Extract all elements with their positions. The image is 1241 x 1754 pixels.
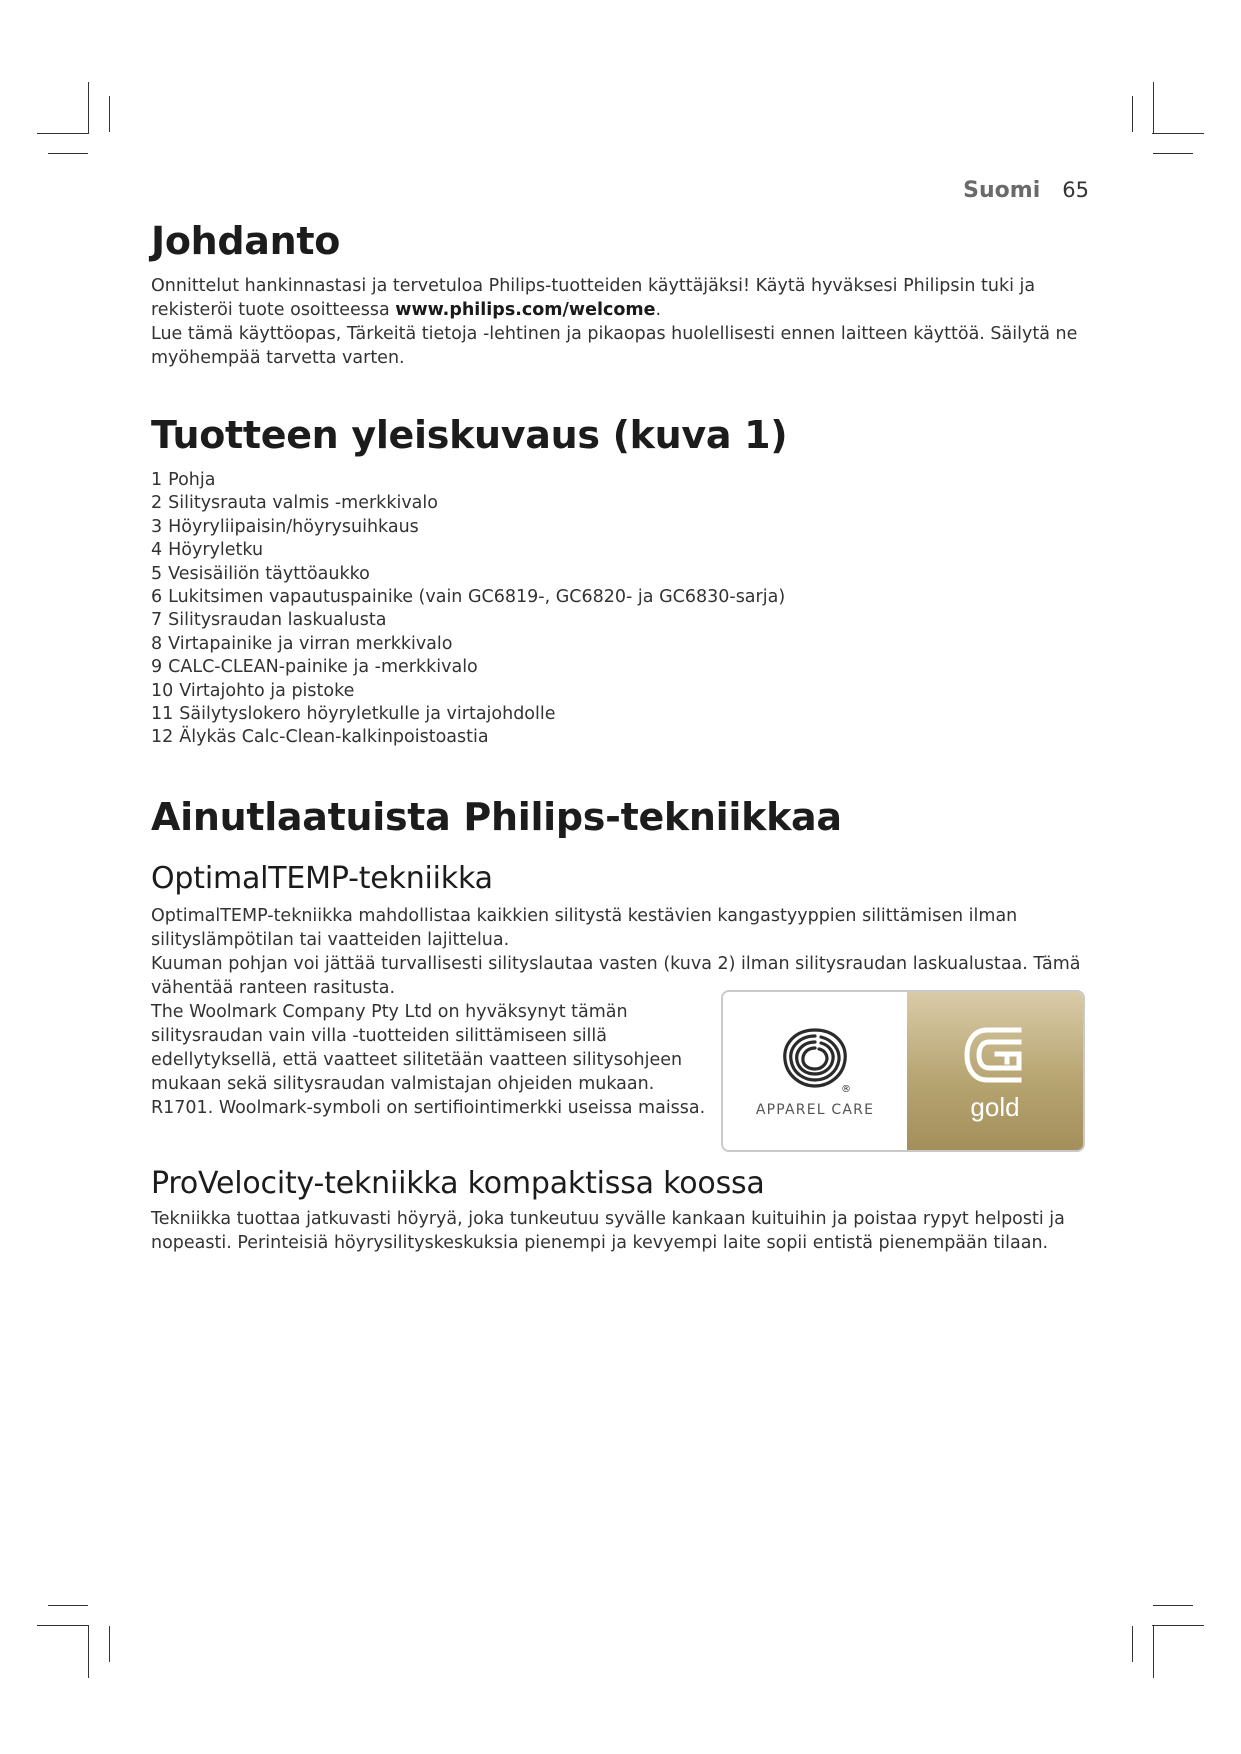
gold-g-icon xyxy=(957,1020,1033,1090)
list-item xyxy=(151,726,1089,749)
item-number: 12 xyxy=(151,727,174,748)
overview-heading: Tuotteen yleiskuvaus (kuva 1) xyxy=(151,412,788,457)
intro-heading: Johdanto xyxy=(151,219,341,263)
item-text: Älykäs Calc-Clean-kalkinpoistoastia xyxy=(179,727,489,748)
optimaltemp-subsection xyxy=(151,859,1089,1152)
item-text: Höyryletku xyxy=(168,540,264,561)
gold-label: gold xyxy=(970,1091,1020,1122)
item-text: Lukitsimen vapautuspainike (vain GC6819-, GC6820- ja GC6830-sarja) xyxy=(168,587,786,608)
intro-section xyxy=(151,218,1089,370)
item-number: 1 xyxy=(151,470,163,490)
optimaltemp-heading: OptimalTEMP-tekniikka xyxy=(151,861,493,897)
list-item xyxy=(151,492,1089,515)
technology-heading: Ainutlaatuista Philips-tekniikkaa xyxy=(151,794,842,839)
provelocity-subsection xyxy=(151,1164,1089,1255)
list-item xyxy=(151,609,1089,632)
page-content xyxy=(151,218,1089,1255)
intro-text-before: Onnittelut hankinnastasi ja tervetuloa Philips-tuotteiden käyttäjäksi! Käytä hyväksesi Philipsin tuki ja rekisteröi tuote osoitteessa xyxy=(151,275,1036,320)
provelocity-paragraph: Tekniikka tuottaa jatkuvasti höyryä, joka tunkeutuu syvälle kankaan kuituihin ja poistaa rypyt helposti ja nopeasti. Perinteisiä höyrysilityskeskuksia pienempi ja kevyempi laite sopii entistä pienempään tilaan. xyxy=(151,1209,1065,1254)
item-text: Vesisäiliön täyttöaukko xyxy=(168,563,370,584)
item-number: 8 xyxy=(151,633,163,654)
technology-section xyxy=(151,794,1089,1256)
gold-panel xyxy=(907,992,1083,1150)
woolmark-icon xyxy=(775,1024,855,1096)
list-item xyxy=(151,563,1089,586)
list-item xyxy=(151,680,1089,703)
list-item xyxy=(151,469,1089,492)
optimaltemp-paragraph-2: Kuuman pohjan voi jättää turvallisesti silityslautaa vasten (kuva 2) ilman silitysraudan laskualustaa. Tämä vähentää ranteen rasitusta. xyxy=(151,954,1081,999)
list-item xyxy=(151,656,1089,679)
item-text: CALC-CLEAN-painike ja -merkkivalo xyxy=(168,657,478,678)
list-item xyxy=(151,633,1089,656)
item-text: Virtapainike ja virran merkkivalo xyxy=(168,633,453,654)
item-text: Pohja xyxy=(168,470,216,490)
intro-paragraph-1 xyxy=(151,274,1089,322)
item-number: 3 xyxy=(151,516,163,537)
item-text: Höyryliipaisin/höyrysuihkaus xyxy=(168,516,419,537)
woolmark-badge xyxy=(721,990,1085,1152)
item-number: 7 xyxy=(151,610,163,631)
woolmark-paragraph: The Woolmark Company Pty Ltd on hyväksynyt tämän silitysraudan vain villa -tuotteiden silittämiseen sillä edellytyksellä, että vaatteet silitetään vaatteen silitysohjeen mukaan sekä silitysraudan valmistajan ohjeiden mukaan. R1701. Woolmark-symboli on sertifiointimerkki useissa maissa. xyxy=(151,1002,706,1119)
item-number: 6 xyxy=(151,587,163,608)
intro-text-after: . xyxy=(655,299,662,320)
language-label: Suomi xyxy=(963,178,1041,203)
intro-paragraph-2: Lue tämä käyttöopas, Tärkeitä tietoja -lehtinen ja pikaopas huolellisesti ennen laitteen käyttöä. Säilytä ne myöhempää tarvetta varten. xyxy=(151,323,1078,368)
item-text: Säilytyslokero höyryletkulle ja virtajohdolle xyxy=(179,704,556,725)
philips-welcome-link[interactable]: www.philips.com/welcome xyxy=(395,299,656,320)
item-number: 11 xyxy=(151,704,174,725)
item-number: 10 xyxy=(151,680,174,701)
item-number: 4 xyxy=(151,540,163,561)
parts-list xyxy=(151,469,1089,750)
item-text: Silitysraudan laskualusta xyxy=(168,610,387,631)
item-number: 5 xyxy=(151,563,163,584)
item-number: 9 xyxy=(151,657,163,678)
overview-section xyxy=(151,412,1089,750)
list-item xyxy=(151,703,1089,726)
list-item xyxy=(151,539,1089,562)
list-item xyxy=(151,586,1089,609)
woolmark-row xyxy=(151,1000,1089,1152)
optimaltemp-paragraph-1: OptimalTEMP-tekniikka mahdollistaa kaikkien silitystä kestävien kangastyyppien silittämisen ilman silityslämpötilan tai vaatteiden lajittelua. xyxy=(151,906,1018,951)
provelocity-heading: ProVelocity-tekniikka kompaktissa koossa xyxy=(151,1166,765,1202)
list-item xyxy=(151,516,1089,539)
apparel-care-caption: APPAREL CARE xyxy=(755,1102,875,1119)
page-header xyxy=(963,178,1089,203)
item-text: Virtajohto ja pistoke xyxy=(179,680,355,701)
item-text: Silitysrauta valmis -merkkivalo xyxy=(168,493,438,514)
page-number: 65 xyxy=(1062,178,1089,202)
svg-text:®: ® xyxy=(841,1084,851,1096)
woolmark-logo-panel xyxy=(723,992,907,1150)
item-number: 2 xyxy=(151,493,163,514)
